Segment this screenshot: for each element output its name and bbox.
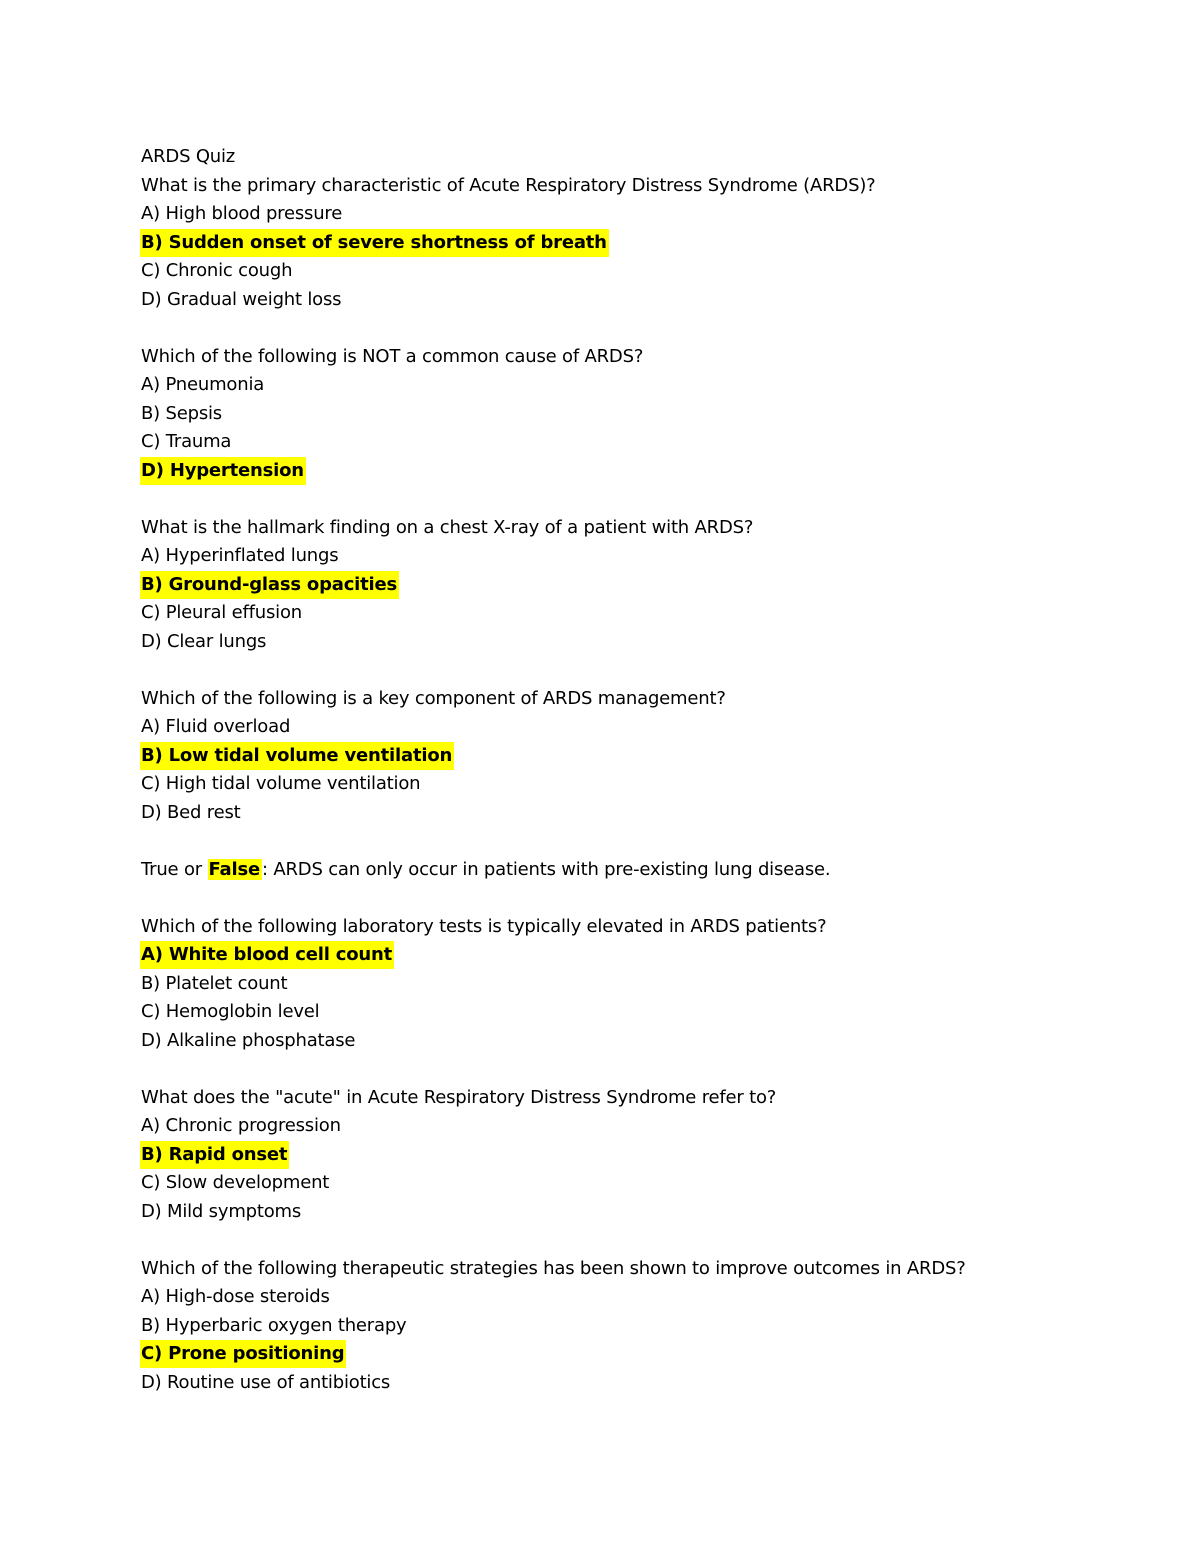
question-1-option-a: A) High blood pressure (141, 203, 343, 224)
question-4-option-c: C) High tidal volume ventilation (141, 773, 421, 794)
correct-answer-highlight: C) Prone positioning (140, 1340, 346, 1368)
correct-answer-highlight: B) Sudden onset of severe shortness of breath (140, 229, 609, 257)
correct-answer-highlight: D) Hypertension (140, 457, 306, 485)
correct-answer-highlight: B) Ground-glass opacities (140, 571, 399, 599)
correct-answer-highlight: False (208, 858, 260, 880)
question-8-option-b: B) Hyperbaric oxygen therapy (141, 1314, 407, 1336)
blank-line (141, 827, 1101, 856)
correct-answer-highlight: B) Low tidal volume ventilation (140, 742, 454, 770)
blank-line (141, 1055, 1101, 1084)
question-4-option-a: A) Fluid overload (141, 716, 291, 737)
question-4-option-d: D) Bed rest (141, 801, 241, 823)
question-1-option-b (141, 229, 1101, 258)
question-2-option-d (141, 457, 1101, 486)
blank-line (141, 656, 1101, 685)
question-3-option-a: A) Hyperinflated lungs (141, 545, 339, 566)
quiz-title: ARDS Quiz (141, 146, 236, 167)
question-5-true-false: True or False : ARDS can only occur in patients with pre-existing lung disease. (141, 858, 831, 880)
question-1-text: What is the primary characteristic of Acute Respiratory Distress Syndrome (ARDS)? (141, 174, 876, 196)
document-page (141, 143, 1101, 1397)
blank-line (141, 485, 1101, 514)
question-4-option-b (141, 742, 1101, 771)
question-2-text: Which of the following is NOT a common cause of ARDS? (141, 345, 644, 367)
question-1-option-c: C) Chronic cough (141, 260, 293, 281)
question-3-text: What is the hallmark finding on a chest X-ray of a patient with ARDS? (141, 516, 754, 538)
question-6-option-b: B) Platelet count (141, 972, 288, 994)
question-2-option-c: C) Trauma (141, 431, 232, 452)
blank-line (141, 314, 1101, 343)
question-3-option-b (141, 571, 1101, 600)
question-3-option-c: C) Pleural effusion (141, 602, 302, 623)
question-4-text: Which of the following is a key component of ARDS management? (141, 687, 726, 709)
question-7-option-a: A) Chronic progression (141, 1115, 341, 1136)
question-6-option-a (141, 941, 1101, 970)
question-6-option-d: D) Alkaline phosphatase (141, 1029, 356, 1051)
correct-answer-highlight: A) White blood cell count (140, 941, 394, 969)
blank-line (141, 884, 1101, 913)
question-8-option-c (141, 1340, 1101, 1369)
question-6-option-c: C) Hemoglobin level (141, 1001, 320, 1022)
question-7-option-b (141, 1141, 1101, 1170)
question-2-option-b: B) Sepsis (141, 402, 222, 424)
question-2-option-a: A) Pneumonia (141, 374, 265, 395)
question-7-option-c: C) Slow development (141, 1172, 330, 1193)
question-8-text: Which of the following therapeutic strategies has been shown to improve outcomes in ARDS? (141, 1257, 966, 1279)
question-8-option-d: D) Routine use of antibiotics (141, 1371, 391, 1393)
question-8-option-a: A) High-dose steroids (141, 1286, 330, 1307)
question-7-text: What does the "acute" in Acute Respiratory Distress Syndrome refer to? (141, 1086, 777, 1108)
question-1-option-d: D) Gradual weight loss (141, 288, 342, 310)
question-3-option-d: D) Clear lungs (141, 630, 267, 652)
question-6-text: Which of the following laboratory tests is typically elevated in ARDS patients? (141, 915, 827, 937)
question-7-option-d: D) Mild symptoms (141, 1200, 302, 1222)
correct-answer-highlight: B) Rapid onset (140, 1141, 289, 1169)
blank-line (141, 1226, 1101, 1255)
